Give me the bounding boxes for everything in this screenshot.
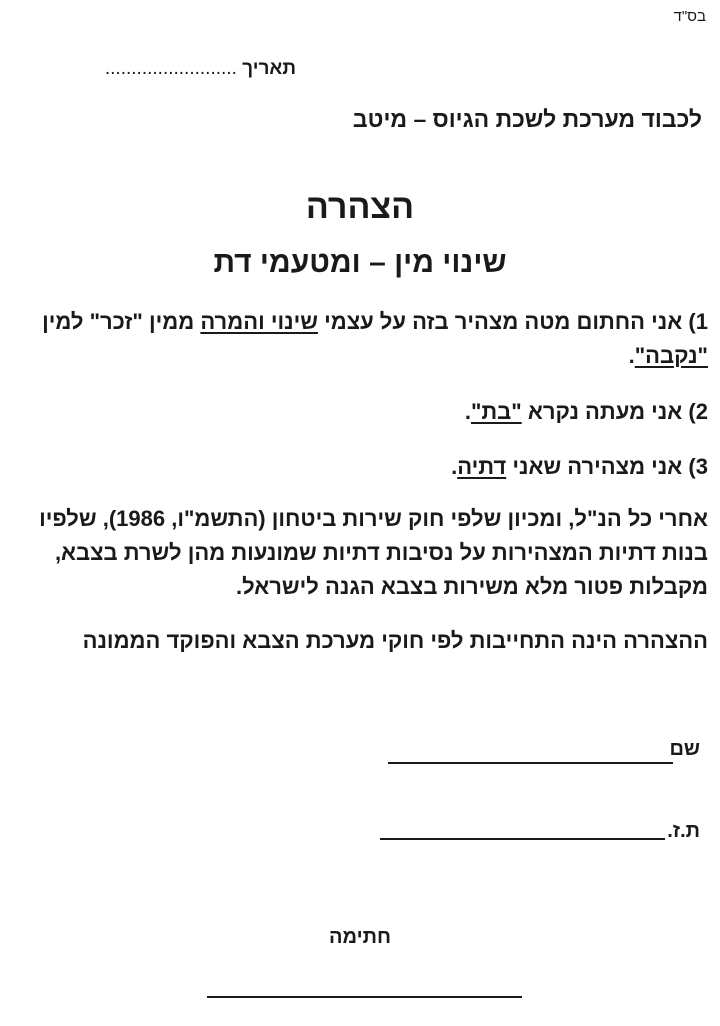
underlined-term: "נקבה" [634,343,708,368]
date-line [105,58,296,80]
item-punct: . [451,454,458,479]
id-label: ת.ז. [667,820,700,842]
item-1 [12,305,708,373]
item-text: אני מצהירה שאני [512,454,683,479]
signature-line[interactable] [207,996,522,998]
document-subtitle: שינוי מין – ומטעמי דת [213,246,507,279]
item-punct: . [628,343,635,368]
item-punct: . [464,399,471,424]
item-number: 1) [688,309,708,334]
date-label: תאריך [242,58,296,79]
item-3 [451,450,708,484]
id-number-line[interactable] [380,838,665,840]
addressee: לכבוד מערכת לשכת הגיוס – מיטב [352,106,702,132]
name-signature-line[interactable] [388,762,673,764]
item-number: 3) [688,454,708,479]
item-text: ממין "זכר" למין [42,309,195,334]
item-text: אני החתום מטה מצהיר בזה על עצמי [324,309,683,334]
legal-paragraph: אחרי כל הנ"ל, ומכיון שלפי חוק שירות ביטחון (התשמ"ו, 1986), שלפיו בנות דתיות המצהירות על נסיבות דתיות שמונעות מהן לשרת בצבא, מקבלות פטור מלא משירות בצבא הגנה לישראל. [39,506,708,599]
item-number: 2) [688,399,708,424]
commitment-line: ההצהרה הינה התחייבות לפי חוקי מערכת הצבא והפוקד הממונה [82,628,708,653]
document-title: הצהרה [305,188,415,226]
signature-label: חתימה [328,926,392,948]
underlined-term: שינוי והמרה [200,309,318,334]
item-text: אני מעתה נקרא [527,399,683,424]
name-label: שם [669,738,700,760]
date-dots: ......................... [104,58,237,79]
underlined-term: "בת" [470,399,522,424]
underlined-term: דתיה [457,454,507,479]
bsd-header: בס"ד [673,8,706,25]
item-2 [465,395,708,429]
